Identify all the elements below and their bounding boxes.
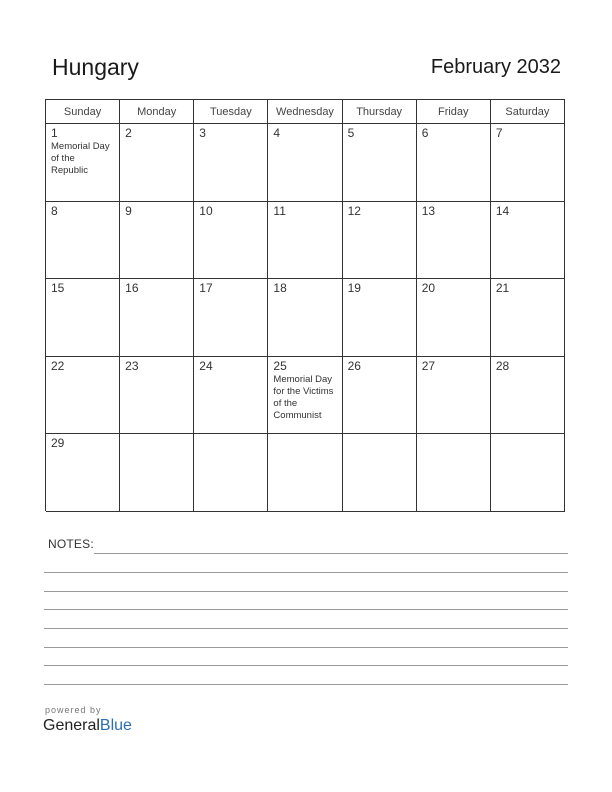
week-row-4	[46, 357, 565, 435]
day-cell	[46, 124, 120, 202]
calendar-grid	[45, 99, 565, 511]
weekday-tuesday: Tuesday	[194, 100, 268, 124]
day-cell	[268, 202, 342, 280]
day-number: 12	[347, 203, 361, 218]
day-cell	[417, 279, 491, 357]
day-cell	[120, 202, 194, 280]
day-number: 7	[495, 126, 503, 140]
day-number: 20	[421, 281, 436, 296]
day-cell	[268, 124, 342, 202]
day-number: 18	[273, 281, 287, 296]
day-cell	[491, 434, 565, 512]
month-year-title: February 2032	[430, 56, 561, 78]
day-number: 23	[125, 358, 139, 373]
day-number: 11	[273, 203, 286, 218]
day-cell	[194, 357, 268, 435]
day-cell	[268, 279, 342, 357]
notes-line	[44, 628, 568, 629]
notes-line	[44, 647, 568, 648]
day-cell	[46, 357, 120, 435]
day-cell	[268, 357, 342, 435]
day-number: 19	[347, 281, 361, 296]
day-cell	[120, 279, 194, 357]
day-number: 9	[125, 203, 132, 218]
day-number: 8	[51, 203, 58, 218]
day-cell	[46, 202, 120, 280]
day-number: 21	[495, 281, 510, 296]
day-number: 27	[421, 358, 436, 373]
day-cell	[343, 357, 417, 435]
day-number: 26	[347, 358, 361, 373]
notes-line	[44, 684, 568, 685]
weekday-monday: Monday	[120, 100, 194, 124]
country-title: Hungary	[52, 54, 139, 80]
day-cell	[194, 202, 268, 280]
day-cell	[120, 357, 194, 435]
day-cell	[194, 434, 268, 512]
day-number: 6	[421, 126, 429, 140]
generalblue-logo[interactable]	[43, 717, 132, 735]
day-number: 29	[51, 436, 65, 451]
day-cell	[417, 202, 491, 280]
day-cell	[343, 202, 417, 280]
day-number: 14	[495, 203, 510, 218]
day-cell	[491, 124, 565, 202]
day-number: 10	[199, 203, 213, 218]
day-cell	[417, 357, 491, 435]
day-cell	[194, 279, 268, 357]
day-number: 5	[347, 126, 355, 140]
day-number: 17	[199, 281, 213, 296]
week-row-3	[46, 279, 565, 357]
holiday-label: Memorial Day for the Victims of the Communist	[273, 373, 334, 421]
day-number: 2	[125, 126, 132, 140]
day-number: 3	[199, 126, 206, 140]
day-cell	[343, 434, 417, 512]
day-cell	[491, 357, 565, 435]
day-number: 28	[495, 358, 510, 373]
day-cell	[120, 124, 194, 202]
day-number: 25	[273, 358, 287, 373]
notes-line	[44, 572, 568, 573]
day-cell	[120, 434, 194, 512]
day-cell	[194, 124, 268, 202]
notes-line	[94, 553, 568, 554]
logo-text-general: General	[43, 717, 100, 734]
notes-line	[44, 609, 568, 610]
day-number: 13	[421, 203, 436, 218]
powered-by-label: powered by	[45, 705, 102, 715]
day-cell	[417, 124, 491, 202]
day-cell	[343, 124, 417, 202]
day-cell	[491, 279, 565, 357]
week-row-2	[46, 202, 565, 280]
day-cell	[46, 434, 120, 512]
weekday-friday: Friday	[417, 100, 491, 124]
week-row-5	[46, 434, 565, 512]
day-cell	[46, 279, 120, 357]
day-number: 4	[273, 126, 281, 140]
weekday-saturday: Saturday	[491, 100, 565, 124]
day-number: 24	[199, 358, 213, 373]
logo-text-blue: Blue	[99, 717, 132, 734]
weekday-sunday: Sunday	[46, 100, 120, 124]
weekday-header-row	[46, 100, 565, 124]
day-number: 1	[51, 126, 58, 140]
day-cell	[417, 434, 491, 512]
day-cell	[343, 279, 417, 357]
holiday-label: Memorial Day of the Republic	[51, 141, 110, 176]
notes-line	[44, 591, 568, 592]
day-cell	[491, 202, 565, 280]
day-number: 15	[51, 281, 65, 296]
notes-label: NOTES:	[48, 537, 94, 551]
notes-line	[44, 665, 568, 666]
day-cell	[268, 434, 342, 512]
week-row-1	[46, 124, 565, 202]
day-number: 22	[51, 358, 65, 373]
weekday-thursday: Thursday	[343, 100, 417, 124]
weekday-wednesday: Wednesday	[268, 100, 342, 124]
day-number: 16	[125, 281, 139, 296]
